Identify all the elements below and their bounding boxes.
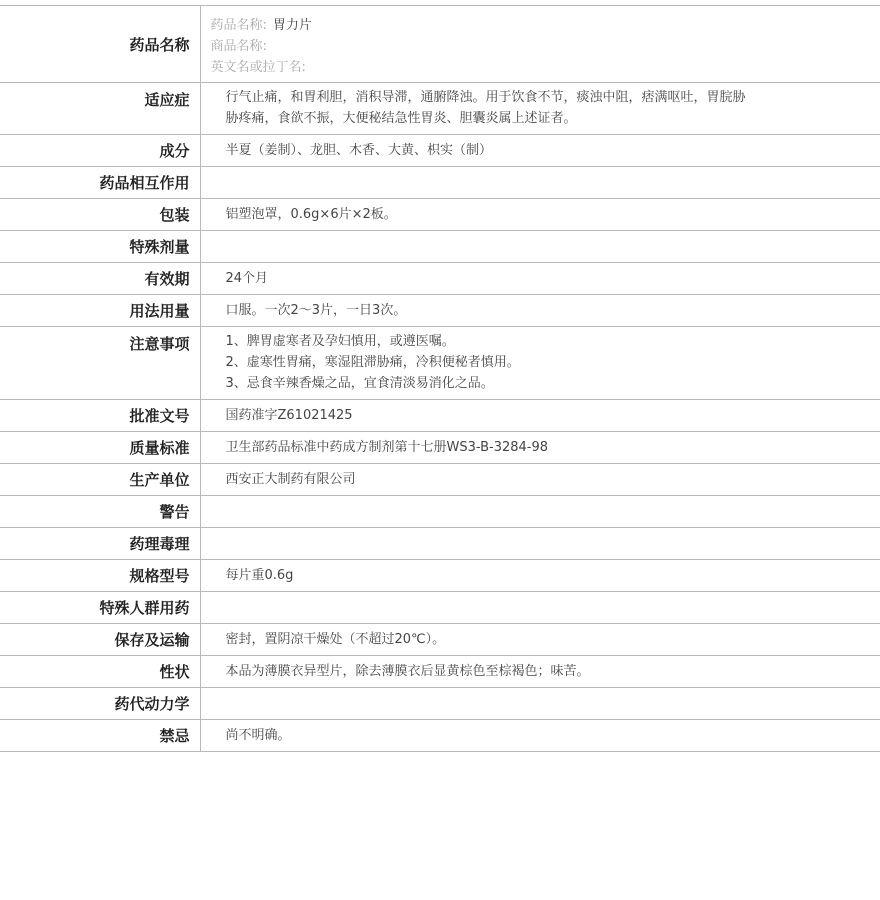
warning-value [200,496,880,528]
special-dosage-label: 特殊剂量 [0,231,200,263]
row-ingredients [0,135,880,167]
indications-label: 适应症 [0,83,200,135]
manufacturer-value: 西安正大制药有限公司 [200,464,880,496]
pharmacology-value [200,528,880,560]
description-value: 本品为薄膜衣异型片，除去薄膜衣后显黄棕色至棕褐色；味苦。 [200,656,880,688]
special-dosage-value [200,231,880,263]
precaution-item: 2、虚寒性胃痛，寒湿阻滞胁痛，冷积便秘者慎用。 [225,355,520,370]
row-precautions [0,327,880,400]
ingredients-label: 成分 [0,135,200,167]
specification-value: 每片重0.6g [200,560,880,592]
quality-standard-label: 质量标准 [0,432,200,464]
row-manufacturer [0,464,880,496]
english-name-key: 英文名或拉丁名: [210,60,306,75]
shelf-life-value: 24个月 [200,263,880,295]
usage-value: 口服。一次2～3片，一日3次。 [200,295,880,327]
row-approval-number [0,400,880,432]
precautions-value [200,327,880,400]
contraindications-value: 尚不明确。 [200,720,880,752]
packaging-label: 包装 [0,199,200,231]
indications-line: 行气止痛，和胃利胆，消积导滞，通腑降浊。用于饮食不节，痰浊中阻，痞满呕吐，胃脘胁 [225,90,746,105]
description-label: 性状 [0,656,200,688]
row-pharmacology [0,528,880,560]
row-drug-name [0,6,880,83]
indications-line: 胁疼痛，食欲不振，大便秘结急性胃炎、胆囊炎属上述证者。 [225,111,577,126]
pharmacokinetics-label: 药代动力学 [0,688,200,720]
storage-label: 保存及运输 [0,624,200,656]
pharmacology-label: 药理毒理 [0,528,200,560]
drug-info-table [0,5,880,752]
interactions-value [200,167,880,199]
approval-number-label: 批准文号 [0,400,200,432]
row-warning [0,496,880,528]
storage-value: 密封，置阴凉干燥处（不超过20℃）。 [200,624,880,656]
specification-label: 规格型号 [0,560,200,592]
english-name-line [211,57,791,78]
row-special-dosage [0,231,880,263]
packaging-value: 铝塑泡罩，0.6g×6片×2板。 [200,199,880,231]
row-description [0,656,880,688]
interactions-label: 药品相互作用 [0,167,200,199]
row-contraindications [0,720,880,752]
shelf-life-label: 有效期 [0,263,200,295]
trade-name-key: 商品名称: [210,39,267,54]
row-indications [0,83,880,135]
drug-name-label: 药品名称 [0,6,200,83]
ingredients-value: 半夏（姜制）、龙胆、木香、大黄、枳实（制） [200,135,880,167]
row-storage [0,624,880,656]
generic-name-key: 药品名称: [210,18,267,33]
generic-name-line [211,15,791,36]
manufacturer-label: 生产单位 [0,464,200,496]
approval-number-value: 国药准字Z61021425 [200,400,880,432]
row-packaging [0,199,880,231]
trade-name-line [211,36,791,57]
usage-label: 用法用量 [0,295,200,327]
precaution-item: 1、脾胃虚寒者及孕妇慎用，或遵医嘱。 [225,334,455,349]
row-interactions [0,167,880,199]
warning-label: 警告 [0,496,200,528]
row-usage [0,295,880,327]
row-quality-standard [0,432,880,464]
row-pharmacokinetics [0,688,880,720]
precaution-item: 3、忌食辛辣香燥之品，宜食清淡易消化之品。 [225,376,494,391]
indications-value [200,83,880,135]
special-population-value [200,592,880,624]
pharmacokinetics-value [200,688,880,720]
special-population-label: 特殊人群用药 [0,592,200,624]
drug-name-values [200,6,880,83]
row-shelf-life [0,263,880,295]
contraindications-label: 禁忌 [0,720,200,752]
precautions-label: 注意事项 [0,327,200,400]
row-specification [0,560,880,592]
generic-name-value: 胃力片 [272,18,312,33]
row-special-population [0,592,880,624]
quality-standard-value: 卫生部药品标准中药成方制剂第十七册WS3-B-3284-98 [200,432,880,464]
